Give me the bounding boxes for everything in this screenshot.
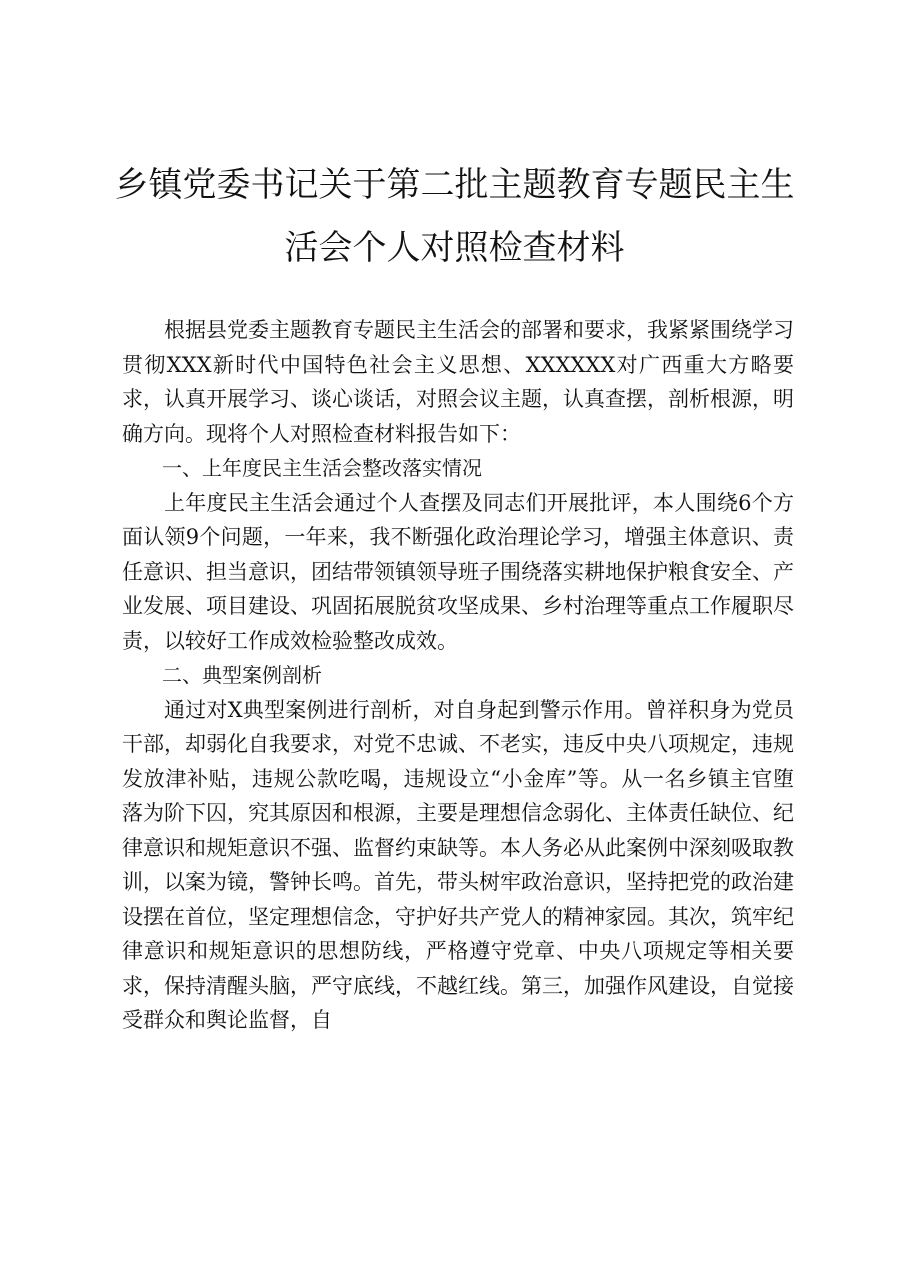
section-2-heading: 二、典型案例剖析	[162, 663, 322, 687]
section-1-paragraph: 上年度民主生活会通过个人查摆及同志们开展批评，本人围绕6个方面认领9个问题，一年来，我不断强化政治理论学习，增强主体意识、责任意识、担当意识，团结带领镇领导班子围绕落实耕地保护粮食安全、产业发展、项目建设、巩固拓展脱贫攻坚成果、乡村治理等重点工作履职尽责，以较好工作成效检验整改成效。	[122, 490, 794, 653]
section-1-heading: 一、上年度民主生活会整改落实情况	[162, 456, 482, 480]
document-body	[122, 313, 794, 1038]
intro-paragraph: 根据县党委主题教育专题民主生活会的部署和要求，我紧紧围绕学习贯彻XXX新时代中国特色社会主义思想、XXXXXX对广西重大方略要求，认真开展学习、谈心谈话，对照会议主题，认真查摆，剖析根源，明确方向。现将个人对照检查材料报告如下：	[122, 318, 794, 446]
document-title-line-1: 乡镇党委书记关于第二批主题教育专题民主生	[114, 165, 795, 205]
section-2-paragraph: 通过对X典型案例进行剖析，对自身起到警示作用。曾祥积身为党员干部，却弱化自我要求，对党不忠诚、不老实，违反中央八项规定，违规发放津补贴，违规公款吃喝，违规设立“小金库”等。从一名乡镇主官堕落为阶下囚，究其原因和根源，主要是理想信念弱化、主体责任缺位、纪律意识和规矩意识不强、监督约束缺等。本人务必从此案例中深刻吸取教训，以案为镜，警钟长鸣。首先，带头树牢政治意识，坚持把党的政治建设摆在首位，坚定理想信念，守护好共产党人的精神家园。其次，筑牢纪律意识和规矩意识的思想防线，严格遵守党章、中央八项规定等相关要求，保持清醒头脑，严守底线，不越红线。第三，加强作风建设，自觉接受群众和舆论监督，自	[122, 697, 794, 1032]
document-title-line-2: 活会个人对照检查材料	[284, 228, 625, 268]
